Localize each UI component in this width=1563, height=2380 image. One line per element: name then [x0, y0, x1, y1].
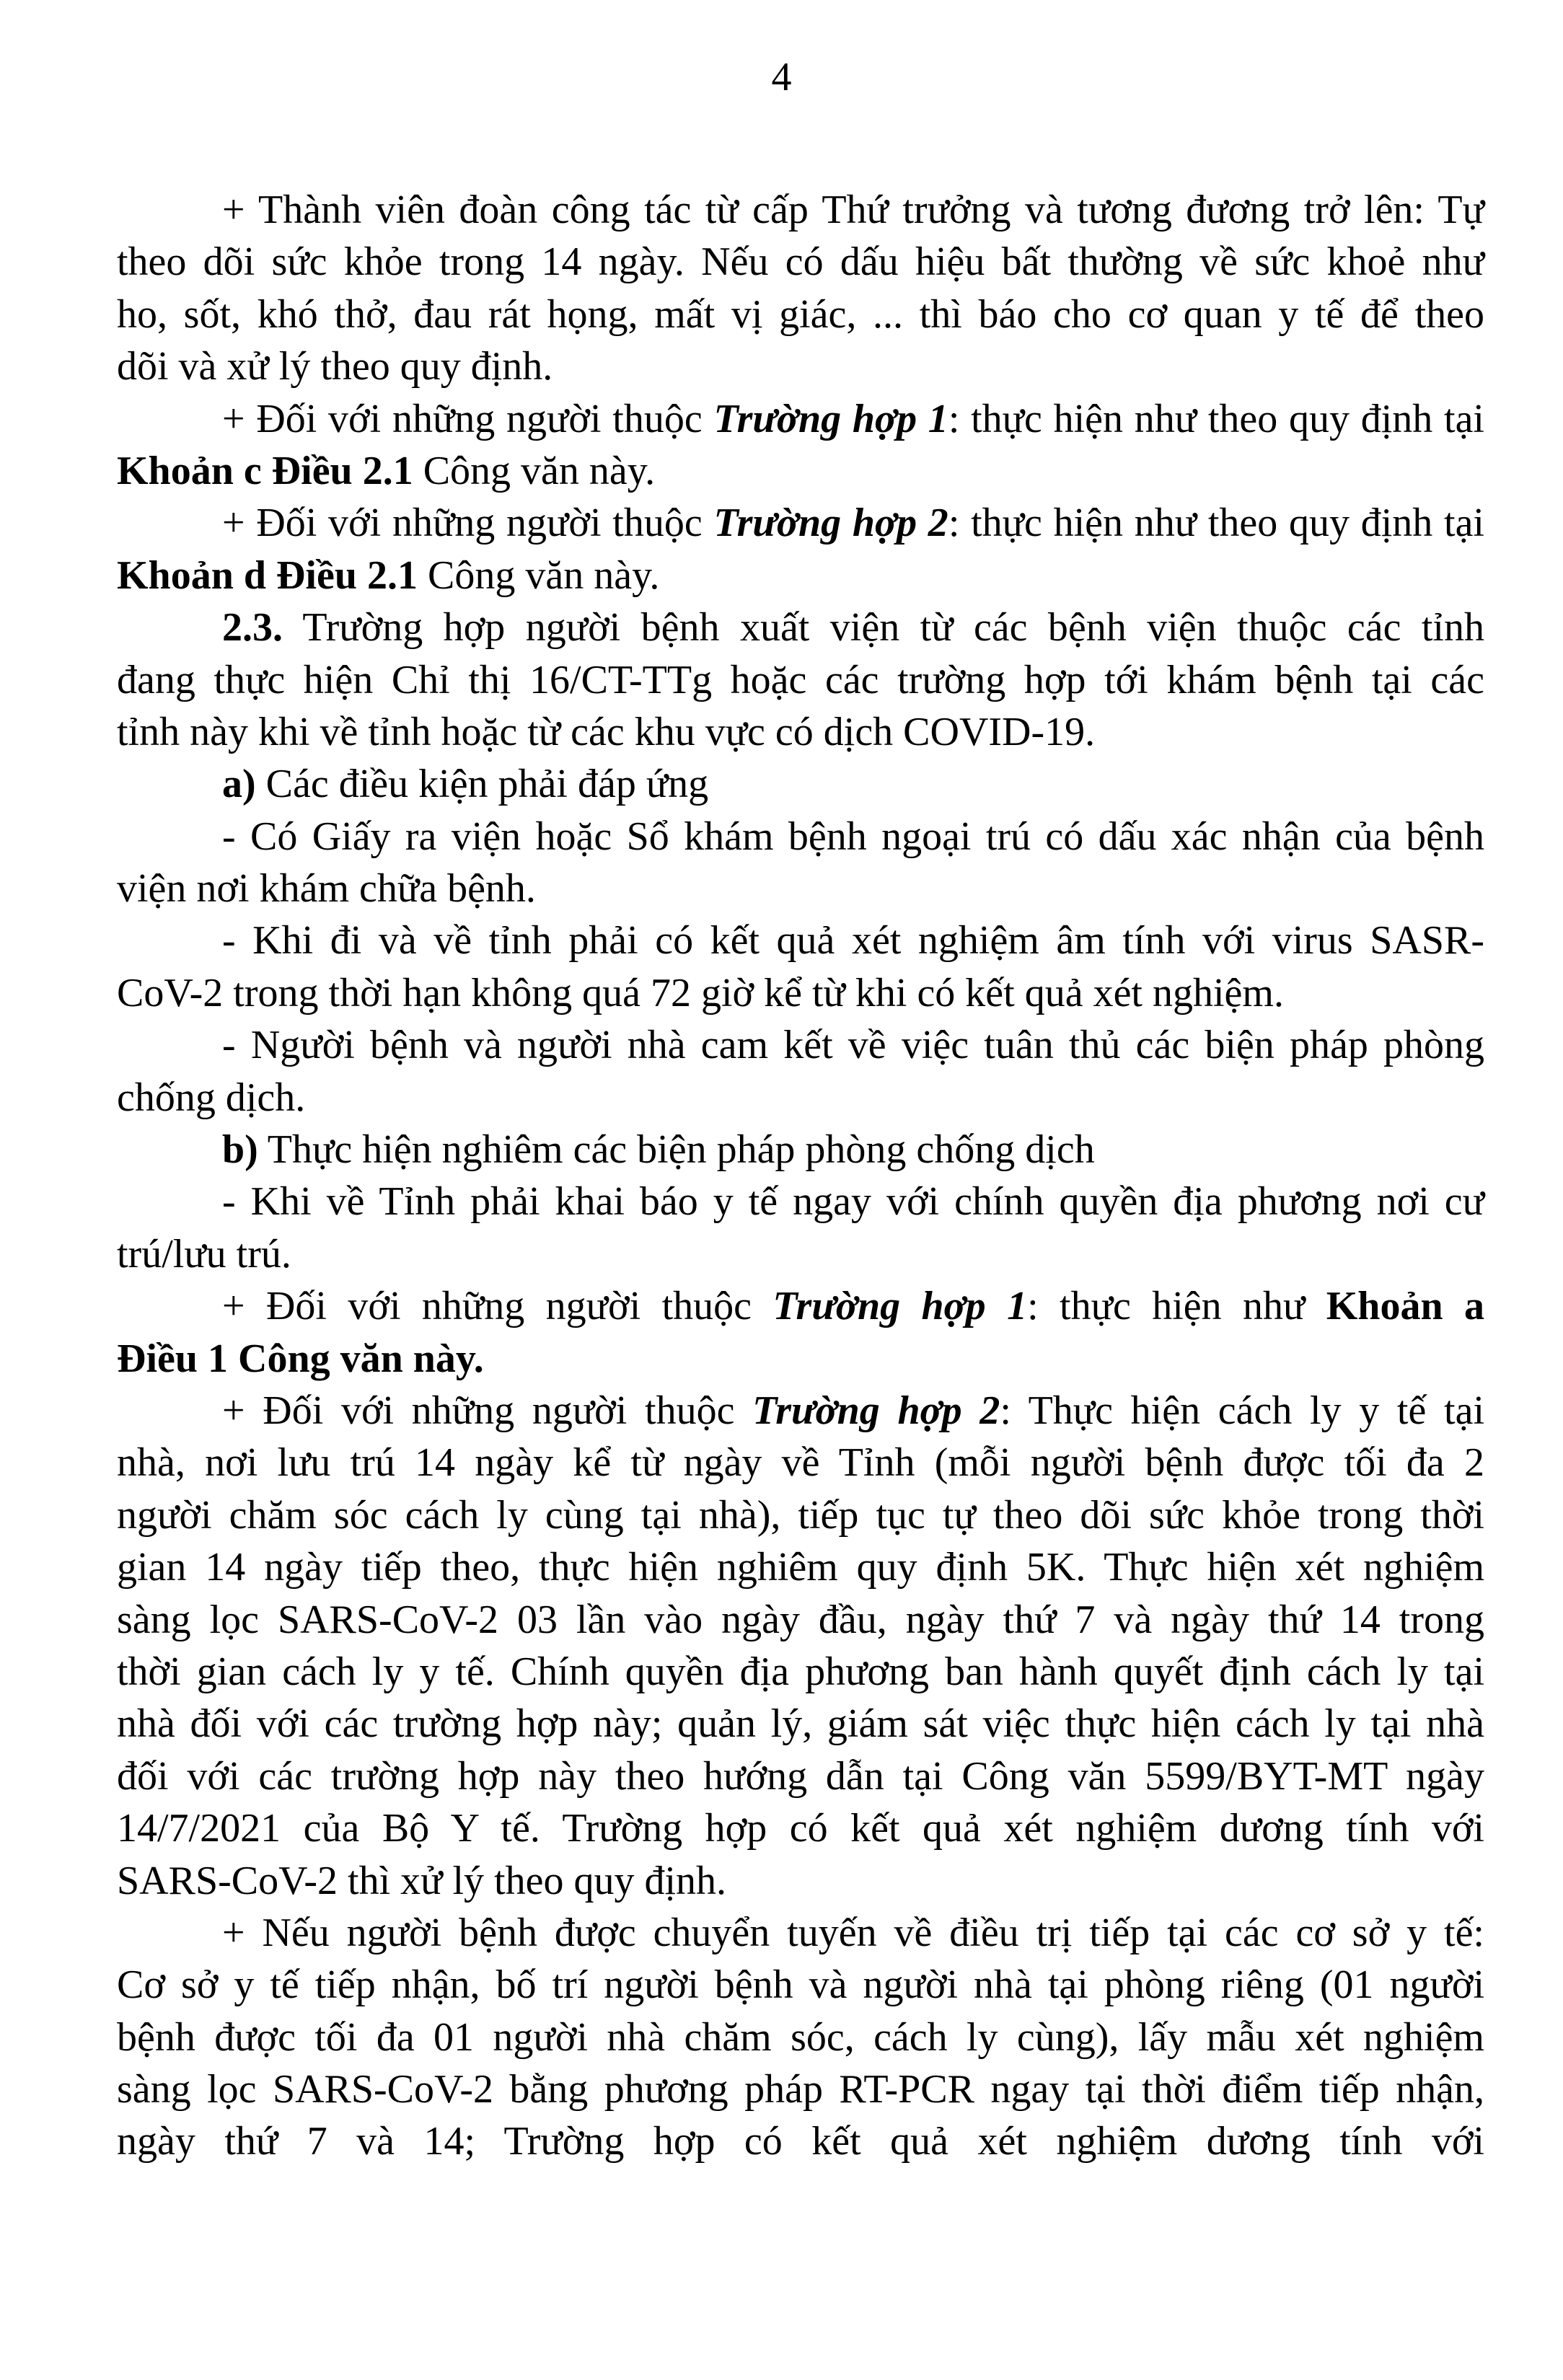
- line-content: [117, 2015, 1484, 2060]
- line-content: [117, 1336, 484, 1381]
- line-content: [222, 1179, 1484, 1224]
- line-content: [117, 1962, 1484, 2007]
- bold-italic-text: Trường hợp 1: [713, 396, 948, 441]
- line-content: [117, 1754, 1484, 1799]
- text-run: Công văn này.: [418, 552, 660, 598]
- text-run: thời gian cách ly y tế. Chính quyền địa phương ban hành quyết định cách ly tại: [117, 1649, 1484, 1694]
- text-run: + Đối với những người thuộc: [222, 1388, 753, 1433]
- line-content: [117, 1493, 1484, 1538]
- text-run: : Thực hiện cách ly y tế tại: [1000, 1388, 1485, 1433]
- text-run: + Đối với những người thuộc: [222, 396, 714, 441]
- line-content: [222, 762, 708, 806]
- text-line: [117, 758, 1484, 810]
- text-line: [117, 654, 1484, 706]
- line-content: [117, 1649, 1484, 1694]
- text-line: [117, 1072, 1484, 1124]
- text-run: Trường hợp người bệnh xuất viện từ các bệnh viện thuộc các tỉnh: [283, 605, 1484, 651]
- text-run: viện nơi khám chữa bệnh.: [117, 866, 536, 912]
- text-line: [117, 1176, 1484, 1228]
- line-content: [117, 1806, 1484, 1851]
- line-content: [117, 239, 1484, 284]
- text-run: sàng lọc SARS-CoV-2 bằng phương pháp RT-PCR ngay tại thời điểm tiếp nhận,: [117, 2067, 1484, 2112]
- line-content: [222, 1910, 1484, 1955]
- bold-text: Khoản d Điều 2.1: [117, 552, 418, 598]
- text-line: [117, 1541, 1484, 1593]
- text-line: [117, 497, 1484, 549]
- line-content: [222, 501, 1484, 545]
- bold-text: 2.3.: [222, 605, 283, 651]
- text-run: Các điều kiện phải đáp ứng: [255, 762, 709, 807]
- text-run: trú/lưu trú.: [117, 1231, 291, 1277]
- text-line: [117, 863, 1484, 914]
- text-run: + Đối với những người thuộc: [222, 1284, 773, 1329]
- line-content: [117, 2119, 1484, 2164]
- text-run: - Người bệnh và người nhà cam kết về việc tuân thủ các biện pháp phòng: [222, 1023, 1484, 1068]
- line-content: [117, 710, 1095, 754]
- bold-italic-text: Trường hợp 1: [772, 1284, 1028, 1329]
- line-content: [222, 1023, 1484, 1067]
- document-body: [117, 184, 1484, 2168]
- text-run: - Khi về Tỉnh phải khai báo y tế ngay với chính quyền địa phương nơi cư: [222, 1179, 1484, 1225]
- bold-italic-text: Trường hợp 2: [713, 501, 948, 546]
- text-line: [117, 2011, 1484, 2063]
- text-run: tỉnh này khi về tỉnh hoặc từ các khu vực có dịch COVID-19.: [117, 709, 1096, 754]
- text-line: [117, 1646, 1484, 1698]
- text-line: [117, 340, 1484, 392]
- line-content: [222, 1284, 1484, 1328]
- line-content: [222, 1388, 1484, 1433]
- text-line: [117, 1594, 1484, 1646]
- text-line: [117, 706, 1484, 758]
- text-line: [117, 601, 1484, 653]
- line-content: [117, 1440, 1484, 1485]
- text-line: [117, 1124, 1484, 1176]
- text-run: gian 14 ngày tiếp theo, thực hiện nghiêm quy định 5K. Thực hiện xét nghiệm: [117, 1545, 1484, 1590]
- line-content: [117, 1701, 1484, 1746]
- text-line: [117, 288, 1484, 340]
- line-content: [222, 605, 1484, 650]
- text-run: sàng lọc SARS-CoV-2 03 lần vào ngày đầu, ngày thứ 7 và ngày thứ 14 trong: [117, 1597, 1484, 1642]
- text-line: [117, 2063, 1484, 2115]
- bold-text: b): [222, 1127, 258, 1173]
- text-run: ngày thứ 7 và 14; Trường hợp có kết quả xét nghiệm dương tính với: [117, 2119, 1484, 2164]
- text-run: : thực hiện như theo quy định tại: [948, 396, 1484, 441]
- text-line: [117, 550, 1484, 601]
- text-run: 14/7/2021 của Bộ Y tế. Trường hợp có kết quả xét nghiệm dương tính với: [117, 1806, 1484, 1851]
- line-content: [117, 866, 536, 911]
- text-line: [117, 1437, 1484, 1489]
- text-line: [117, 1907, 1484, 1959]
- text-line: [117, 1228, 1484, 1280]
- text-run: dõi và xử lý theo quy định.: [117, 344, 553, 389]
- text-run: - Khi đi và về tỉnh phải có kết quả xét nghiệm âm tính với virus SASR-: [222, 918, 1484, 964]
- text-run: chống dịch.: [117, 1075, 306, 1120]
- text-run: bệnh được tối đa 01 người nhà chăm sóc, cách ly cùng), lấy mẫu xét nghiệm: [117, 2014, 1484, 2060]
- text-run: : thực hiện như: [1027, 1284, 1326, 1329]
- text-line: [117, 1489, 1484, 1541]
- text-run: Thực hiện nghiêm các biện pháp phòng chống dịch: [257, 1127, 1095, 1173]
- bold-text: Khoản a: [1326, 1284, 1484, 1329]
- text-run: + Đối với những người thuộc: [222, 501, 714, 546]
- text-run: người chăm sóc cách ly cùng tại nhà), tiếp tục tự theo dõi sức khỏe trong thời: [117, 1492, 1484, 1538]
- text-run: Công văn này.: [413, 448, 656, 493]
- text-run: đối với các trường hợp này theo hướng dẫn tại Công văn 5599/BYT-MT ngày: [117, 1753, 1484, 1799]
- text-line: [117, 1802, 1484, 1854]
- text-run: - Có Giấy ra viện hoặc Sổ khám bệnh ngoại trú có dấu xác nhận của bệnh: [222, 814, 1484, 859]
- text-run: nhà đối với các trường hợp này; quản lý, giám sát việc thực hiện cách ly tại nhà: [117, 1701, 1484, 1747]
- line-content: [117, 1545, 1484, 1590]
- text-line: [117, 393, 1484, 445]
- bold-italic-text: Trường hợp 2: [752, 1388, 1000, 1433]
- text-line: [117, 445, 1484, 497]
- text-run: ho, sốt, khó thở, đau rát họng, mất vị giác, ... thì báo cho cơ quan y tế để theo: [117, 291, 1484, 337]
- text-run: + Thành viên đoàn công tác từ cấp Thứ trưởng và tương đương trở lên: Tự: [222, 188, 1484, 232]
- line-content: [117, 1859, 726, 1903]
- line-content: [222, 188, 1484, 232]
- text-run: đang thực hiện Chỉ thị 16/CT-TTg hoặc các trường hợp tới khám bệnh tại các: [117, 657, 1484, 702]
- line-content: [117, 449, 655, 493]
- text-line: [117, 1698, 1484, 1750]
- line-content: [117, 2067, 1484, 2112]
- line-content: [222, 397, 1484, 441]
- line-content: [117, 658, 1484, 702]
- text-line: [117, 1385, 1484, 1437]
- text-run: Cơ sở y tế tiếp nhận, bố trí người bệnh và người nhà tại phòng riêng (01 người: [117, 1962, 1484, 2008]
- page-number: 4: [771, 55, 792, 100]
- text-run: CoV-2 trong thời hạn không quá 72 giờ kể từ khi có kết quả xét nghiệm.: [117, 970, 1284, 1015]
- text-line: [117, 967, 1484, 1019]
- text-run: + Nếu người bệnh được chuyển tuyến về điều trị tiếp tại các cơ sở y tế:: [222, 1910, 1484, 1955]
- text-line: [117, 811, 1484, 863]
- line-content: [117, 1597, 1484, 1642]
- text-line: [117, 1750, 1484, 1802]
- text-run: SARS-CoV-2 thì xử lý theo quy định.: [117, 1858, 727, 1903]
- text-line: [117, 184, 1484, 236]
- text-line: [117, 914, 1484, 966]
- line-content: [117, 344, 552, 389]
- line-content: [117, 1075, 305, 1120]
- text-line: [117, 1959, 1484, 2011]
- text-line: [117, 1333, 1484, 1385]
- bold-text: Khoản c Điều 2.1: [117, 448, 413, 493]
- line-content: [117, 292, 1484, 337]
- bold-text: Điều 1 Công văn này.: [117, 1336, 484, 1381]
- text-run: nhà, nơi lưu trú 14 ngày kể từ ngày về Tỉnh (mỗi người bệnh được tối đa 2: [117, 1440, 1484, 1486]
- line-content: [222, 814, 1484, 859]
- text-line: [117, 2115, 1484, 2167]
- text-line: [117, 1855, 1484, 1907]
- text-run: theo dõi sức khỏe trong 14 ngày. Nếu có dấu hiệu bất thường về sức khoẻ như: [117, 239, 1484, 285]
- line-content: [222, 918, 1484, 963]
- line-content: [117, 553, 659, 598]
- line-content: [222, 1127, 1095, 1172]
- line-content: [117, 1232, 291, 1277]
- line-content: [117, 971, 1284, 1015]
- bold-text: a): [222, 762, 256, 807]
- text-line: [117, 1280, 1484, 1332]
- text-line: [117, 1019, 1484, 1071]
- text-run: : thực hiện như theo quy định tại: [948, 501, 1484, 546]
- text-line: [117, 236, 1484, 288]
